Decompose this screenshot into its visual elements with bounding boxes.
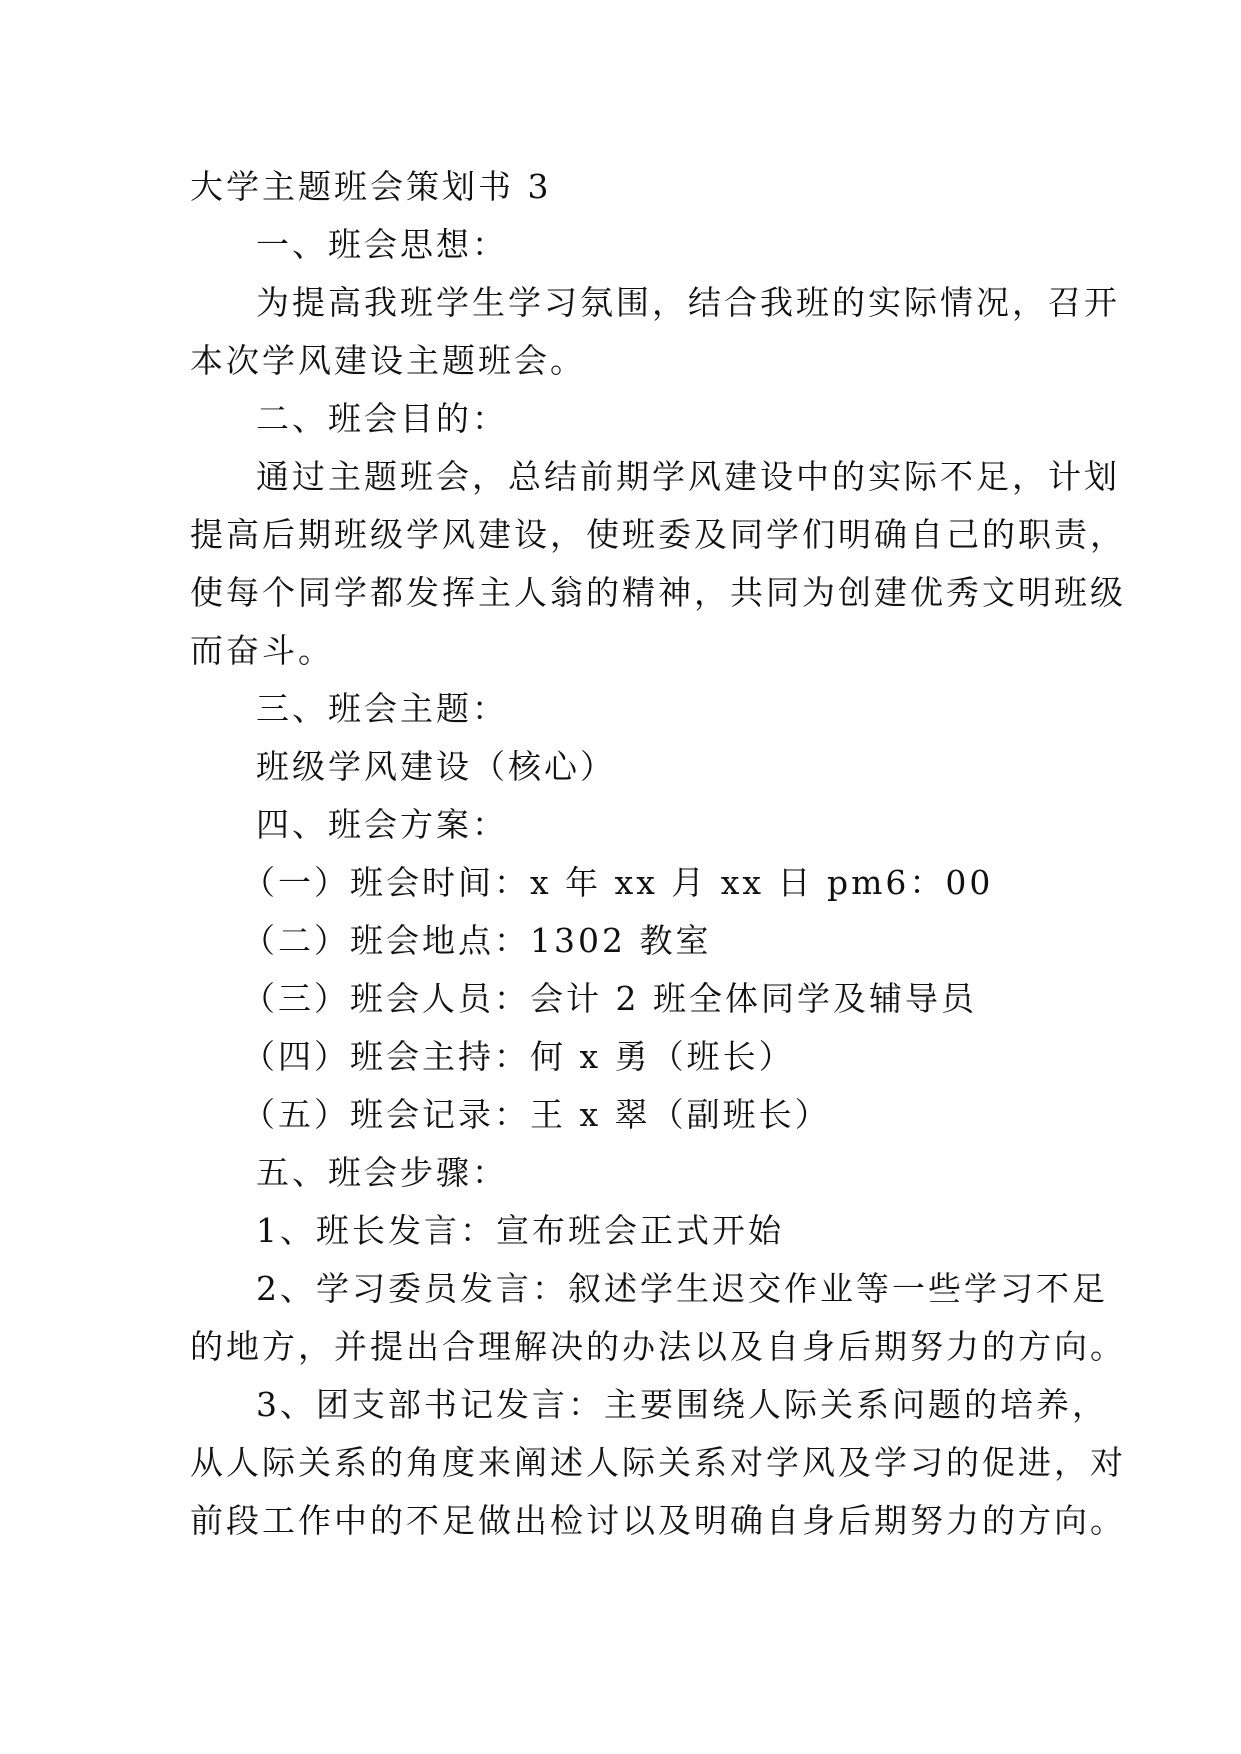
document-title: 大学主题班会策划书 3 [190, 167, 552, 206]
paragraph-line: 提高后期班级学风建设，使班委及同学们明确自己的职责， [190, 515, 1126, 554]
paragraph-line: 从人际关系的角度来阐述人际关系对学风及学习的促进，对 [190, 1443, 1126, 1482]
paragraph-line: 前段工作中的不足做出检讨以及明确自身后期努力的方向。 [190, 1501, 1126, 1540]
section-heading-3: 三、班会主题： [256, 689, 508, 728]
list-item: 2、学习委员发言：叙述学生迟交作业等一些学习不足 [256, 1269, 1108, 1308]
paragraph-line: 班级学风建设（核心） [256, 747, 616, 786]
list-item: （五）班会记录：王 x 翠（副班长） [242, 1095, 831, 1134]
paragraph-line: 为提高我班学生学习氛围，结合我班的实际情况，召开 [256, 283, 1120, 322]
list-item: 1、班长发言：宣布班会正式开始 [256, 1211, 784, 1250]
paragraph-line: 使每个同学都发挥主人翁的精神，共同为创建优秀文明班级 [190, 573, 1126, 612]
paragraph-line: 而奋斗。 [190, 631, 334, 670]
list-item: 3、团支部书记发言：主要围绕人际关系问题的培养， [256, 1385, 1108, 1424]
section-heading-4: 四、班会方案： [256, 805, 508, 844]
list-item: （三）班会人员：会计 2 班全体同学及辅导员 [242, 979, 977, 1018]
section-heading-1: 一、班会思想： [256, 225, 508, 264]
list-item: （二）班会地点：1302 教室 [242, 921, 712, 960]
list-item: （一）班会时间：x 年 xx 月 xx 日 pm6：00 [242, 863, 994, 902]
section-heading-2: 二、班会目的： [256, 399, 508, 438]
section-heading-5: 五、班会步骤： [256, 1153, 508, 1192]
list-item: （四）班会主持：何 x 勇（班长） [242, 1037, 795, 1076]
paragraph-line: 通过主题班会，总结前期学风建设中的实际不足，计划 [256, 457, 1120, 496]
paragraph-line: 本次学风建设主题班会。 [190, 341, 586, 380]
paragraph-line: 的地方，并提出合理解决的办法以及自身后期努力的方向。 [190, 1327, 1126, 1366]
